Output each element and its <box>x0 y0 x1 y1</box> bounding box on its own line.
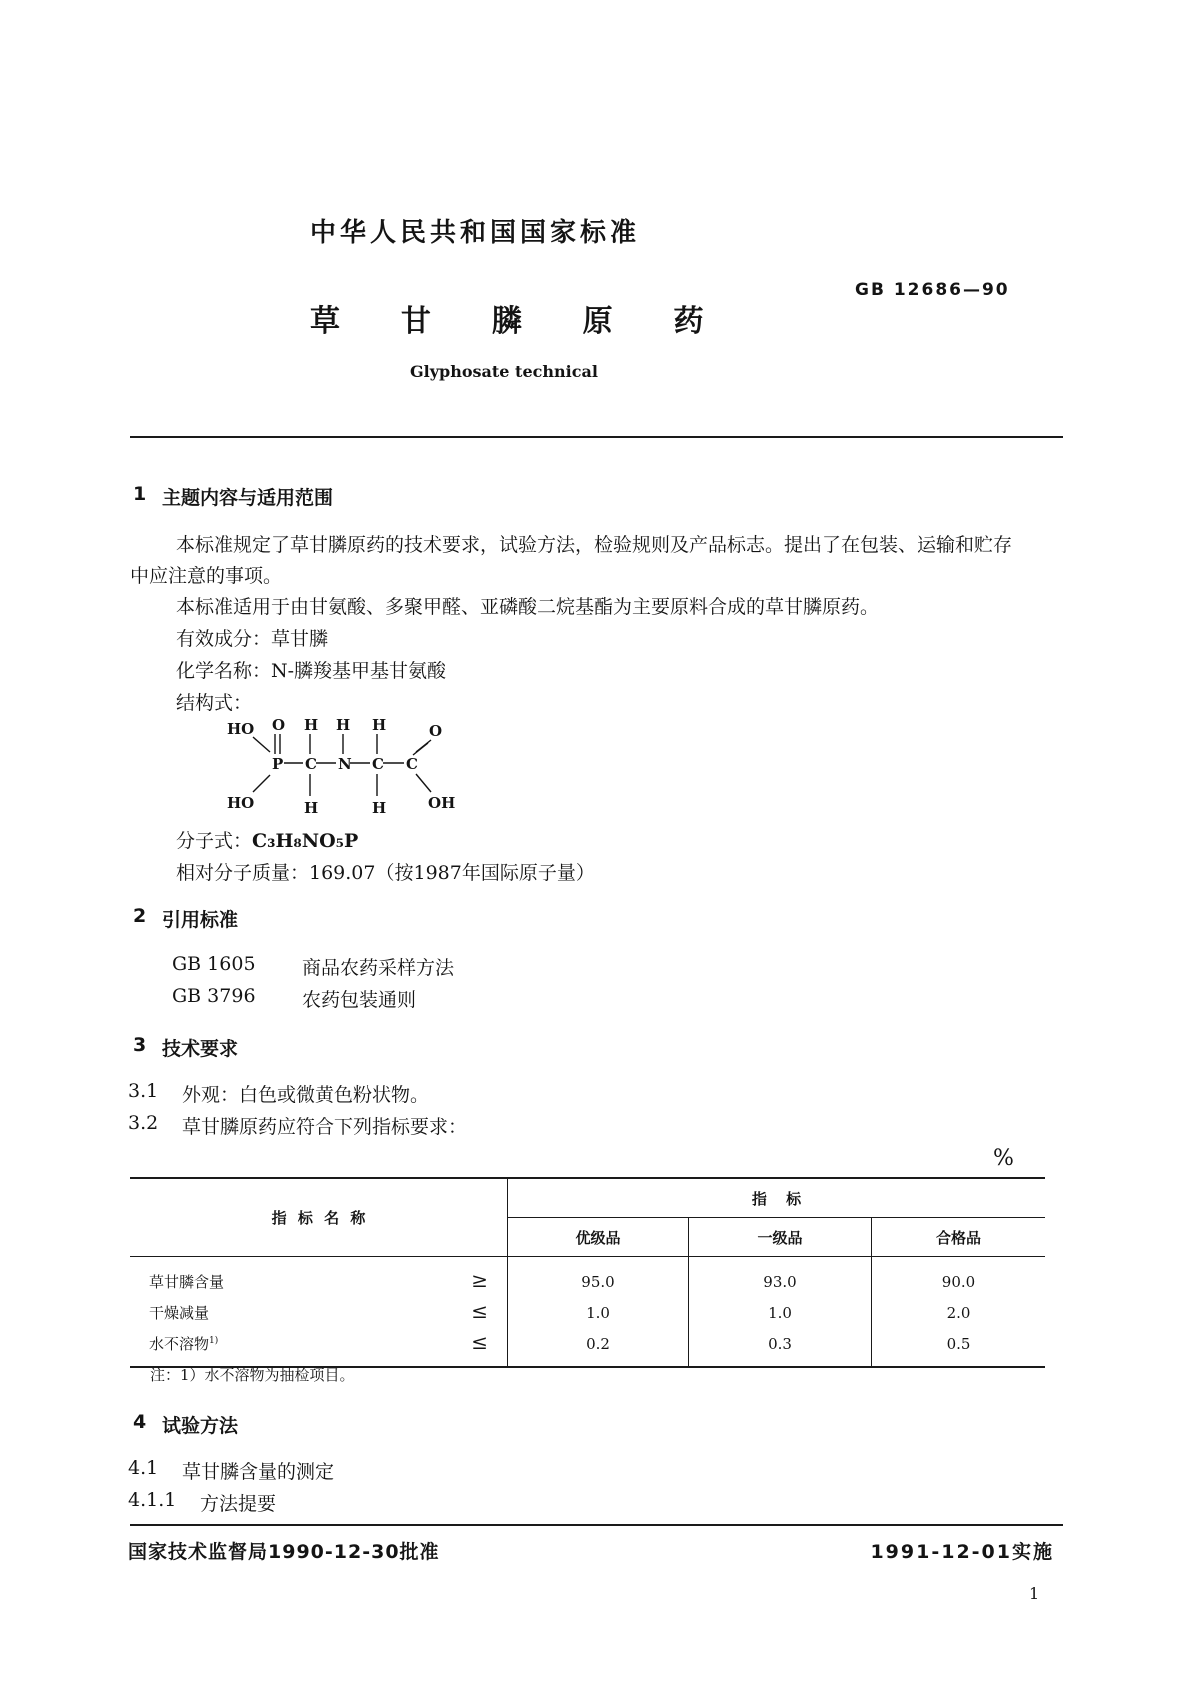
molecular-formula <box>176 826 358 853</box>
value-qualified: 90.0 <box>941 1272 976 1291</box>
row-name: 水不溶物$^{1)}$ <box>149 1335 219 1353</box>
section-1-number: 1 <box>133 483 147 505</box>
row-name-cell <box>130 1257 508 1298</box>
clause-3-2-number: 3.2 <box>128 1112 159 1134</box>
formula-c-3: C <box>406 755 418 773</box>
molecular-mass: 相对分子质量：169.07（按1987年国际原子量） <box>176 862 595 884</box>
formula-c-2: C <box>372 755 384 773</box>
value-premium: 0.2 <box>508 1328 689 1367</box>
table-row <box>130 1297 1045 1328</box>
reference-title-2: 农药包装通则 <box>302 989 417 1011</box>
formula-n: N <box>338 755 352 773</box>
clause-3-1-text: 外观：白色或微黄色粉状物。 <box>182 1084 430 1106</box>
footnote-marker: 1) <box>209 1336 219 1346</box>
footer-divider <box>130 1524 1063 1526</box>
scope-paragraph-2: 本标准适用于由甘氨酸、多聚甲醛、亚磷酸二烷基酯为主要原料合成的草甘膦原药。 <box>176 596 880 618</box>
page-title: 草 甘 膦 原 药 <box>310 304 704 339</box>
structure-label: 结构式： <box>176 692 253 714</box>
row-operator: ≤ <box>471 1299 488 1323</box>
section-2-number: 2 <box>133 905 147 927</box>
specification-table <box>130 1177 1045 1368</box>
clause-3-1-number: 3.1 <box>128 1080 159 1102</box>
value-first-grade: 1.0 <box>689 1297 872 1328</box>
scope-paragraph-line-1: 本标准规定了草甘膦原药的技术要求，试验方法，检验规则及产品标志。提出了在包装、运输和贮存 <box>176 534 1013 556</box>
formula-ho-bottom: HO <box>227 794 255 812</box>
molecular-formula-value: C₃H₈NO₅P <box>252 830 359 852</box>
formula-p: P <box>272 755 284 773</box>
national-standard-heading: 中华人民共和国国家标准 <box>310 218 641 248</box>
molecular-formula-label: 分子式： <box>176 830 253 852</box>
table-row <box>130 1257 1045 1298</box>
table-row <box>130 1328 1045 1367</box>
row-name-cell <box>130 1297 508 1328</box>
section-1-heading: 主题内容与适用范围 <box>162 487 334 509</box>
approval-date: 国家技术监督局1990-12-30批准 <box>128 1541 440 1563</box>
row-operator: ≥ <box>471 1268 488 1292</box>
value-first-grade: 93.0 <box>689 1257 872 1298</box>
formula-h-bottom-2: H <box>372 799 387 817</box>
structural-formula <box>215 712 475 822</box>
table-note: 注：1）水不溶物为抽检项目。 <box>150 1366 355 1384</box>
header-divider <box>130 436 1063 438</box>
formula-o-top: O <box>272 716 286 734</box>
formula-h-top-1: H <box>304 716 319 734</box>
clause-4-1-number: 4.1 <box>128 1457 159 1479</box>
column-header-indicator-name: 指 标 名 称 <box>130 1178 508 1257</box>
column-header-qualified: 合格品 <box>935 1228 981 1247</box>
clause-4-1-text: 草甘膦含量的测定 <box>182 1461 335 1483</box>
formula-oh: OH <box>428 794 456 812</box>
section-3-heading: 技术要求 <box>162 1038 239 1060</box>
page-number: 1 <box>1029 1584 1040 1603</box>
table-unit: % <box>993 1146 1014 1171</box>
standard-code: GB 12686—90 <box>855 280 1010 300</box>
clause-4-1-1-text: 方法提要 <box>200 1493 277 1515</box>
column-header-indicator: 指 标 <box>508 1178 1046 1218</box>
value-premium: 1.0 <box>508 1297 689 1328</box>
formula-h-bottom-1: H <box>304 799 319 817</box>
column-header-first-grade: 一级品 <box>689 1218 872 1257</box>
reference-title-1: 商品农药采样方法 <box>302 957 455 979</box>
row-name-cell <box>130 1328 508 1367</box>
value-premium: 95.0 <box>508 1257 689 1298</box>
formula-c-1: C <box>305 755 317 773</box>
section-4-heading: 试验方法 <box>162 1415 239 1437</box>
value-qualified: 2.0 <box>946 1303 971 1322</box>
reference-code-2: GB 3796 <box>172 985 256 1007</box>
row-name: 干燥减量 <box>149 1304 210 1322</box>
clause-3-2-text: 草甘膦原药应符合下列指标要求： <box>182 1116 468 1138</box>
row-name: 草甘膦含量 <box>149 1273 225 1291</box>
formula-ho-top: HO <box>227 720 255 738</box>
value-qualified: 0.5 <box>946 1334 971 1353</box>
column-header-premium: 优级品 <box>508 1218 689 1257</box>
section-2-heading: 引用标准 <box>162 909 239 931</box>
effective-date: 1991-12-01实施 <box>870 1541 1054 1563</box>
english-title: Glyphosate technical <box>410 362 598 381</box>
row-operator: ≤ <box>471 1330 488 1354</box>
clause-4-1-1-number: 4.1.1 <box>128 1489 177 1511</box>
formula-h-top-3: H <box>372 716 387 734</box>
active-ingredient: 有效成分：草甘膦 <box>176 628 329 650</box>
formula-o-carbonyl: O <box>429 722 443 740</box>
scope-paragraph-line-2: 中应注意的事项。 <box>130 565 283 587</box>
section-4-number: 4 <box>133 1411 147 1433</box>
chemical-name: 化学名称：N-膦羧基甲基甘氨酸 <box>176 660 447 682</box>
section-3-number: 3 <box>133 1034 147 1056</box>
reference-code-1: GB 1605 <box>172 953 256 975</box>
formula-h-top-2: H <box>336 716 351 734</box>
value-first-grade: 0.3 <box>689 1328 872 1367</box>
